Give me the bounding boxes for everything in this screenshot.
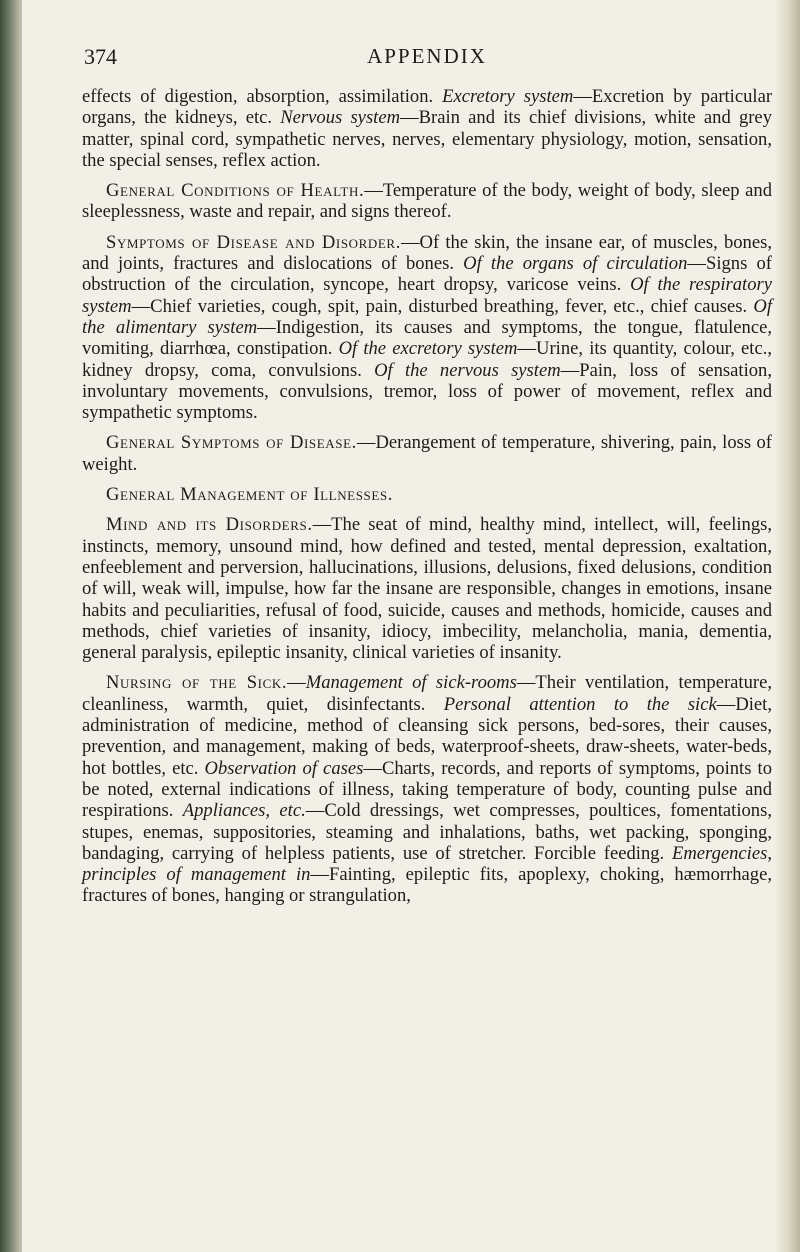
- italic-subheading: Of the excretory system: [338, 338, 518, 360]
- italic-subheading: Personal attention to the sick: [443, 693, 717, 715]
- italic-subheading: Of the organs of circulation: [463, 253, 688, 275]
- body-text: —Chief varieties, cough, spit, pain, disturbed breathing, fever, etc., chief causes.: [131, 295, 754, 317]
- body-text: —Charts, records, and reports of symptoms, points to be noted, external indications of illness, taking temperature of body, counting pulse and respirations.: [82, 757, 772, 822]
- body-text: —The seat of mind, healthy mind, intellect, will, feelings, instincts, memory, unsound mind, how defined and tested, mental depression, exaltation, enfeeblement and perversion, hallucinations, illusions, delusions, fixed delusions, condition of will, weak will, impulse, how far the insane are responsible, changes in emotions, insane habits and peculiarities, refusal of food, suicide, causes and methods, homicide, causes and methods, chief varieties of insanity, idiocy, imbecility, melancholia, mania, dementia, general paralysis, epileptic insanity, clinical varieties of insanity.: [82, 514, 772, 664]
- body-text: —Pain, loss of sensation, involuntary movements, convulsions, tremor, loss of power of movement, reflex and sympathetic symptoms.: [82, 359, 772, 424]
- paragraph-general-management: [82, 484, 772, 505]
- italic-subheading: Excretory system: [442, 86, 574, 107]
- body-text: —Their ventilation, temperature, cleanliness, warmth, quiet, disinfectants.: [82, 672, 772, 715]
- body-text: ,: [767, 842, 772, 864]
- body-text: —Of the skin, the insane ear, of muscles, bones, and joints, fractures and dislocations of bones.: [82, 231, 772, 275]
- page-body: [82, 86, 772, 907]
- paragraph-nursing: [82, 672, 772, 906]
- body-text: —Urine, its quantity, colour, etc., kidney dropsy, coma, convulsions.: [82, 338, 773, 381]
- body-text: —Cold dressings, wet compresses, poultices, fomentations, stupes, enemas, suppositories, steaming and inhalations, baths, wet packing, sponging, bandaging, carrying of helpless patients, use of stretcher. Forcible feeding.: [82, 800, 772, 864]
- italic-subheading: Management of sick-rooms: [305, 672, 517, 694]
- section-heading: General Conditions of Health.: [106, 180, 365, 202]
- paragraph-general-symptoms: [82, 432, 772, 475]
- running-head: APPENDIX: [367, 44, 487, 68]
- page-number: 374: [84, 44, 117, 69]
- italic-subheading: Observation of cases: [204, 757, 364, 779]
- body-text: —Excretion by particular organs, the kidneys, etc.: [82, 86, 773, 129]
- italic-subheading: Of the respiratory system: [82, 274, 772, 317]
- section-heading: Mind and its Disorders.: [106, 514, 313, 536]
- section-heading: Nursing of the Sick.: [106, 672, 288, 694]
- body-text: —Diet, administration of medicine, method of cleansing sick persons, bed-sores, their causes, prevention, and management, making of beds, waterproof-sheets, draw-sheets, water-beds, hot bottles, etc.: [82, 693, 772, 779]
- section-heading: General Management of Illnesses.: [106, 484, 393, 506]
- paragraph-symptoms-of-disease: [82, 232, 772, 424]
- body-text: —: [287, 672, 306, 694]
- body-text: —Fainting, epileptic fits, apoplexy, choking, hæmorrhage, fractures of bones, hanging or strangulation,: [82, 864, 772, 907]
- paragraph-general-conditions: [82, 180, 772, 223]
- page-edge-shadow: [774, 0, 800, 1252]
- body-text: —Derangement of temperature, shivering, pain, loss of weight.: [82, 432, 772, 475]
- italic-subheading: Emergencies: [672, 842, 768, 864]
- italic-subheading: Of the nervous system: [374, 359, 561, 381]
- body-text: —Brain and its chief divisions, white and grey matter, spinal cord, sympathetic nerves, nerves, elementary physiology, motion, sensation, the special senses, reflex action.: [82, 107, 772, 171]
- italic-subheading: principles of management in: [82, 864, 311, 886]
- paragraph-digestion: [82, 86, 772, 171]
- italic-subheading: Nervous system: [280, 107, 401, 129]
- body-text: —Indigestion, its causes and symptoms, the tongue, flatulence, vomiting, diarrhœa, constipation.: [82, 316, 772, 360]
- body-text: effects of digestion, absorption, assimilation.: [82, 86, 443, 107]
- section-heading: Symptoms of Disease and Disorder.: [106, 231, 401, 253]
- italic-subheading: Of the alimentary system: [82, 295, 772, 338]
- body-text: —Signs of obstruction of the circulation, syncope, heart dropsy, varicose veins.: [82, 253, 772, 296]
- body-text: —Temperature of the body, weight of body, sleep and sleeplessness, waste and repair, and signs thereof.: [82, 180, 772, 223]
- book-spine-shadow: [0, 0, 22, 1252]
- section-heading: General Symptoms of Disease.: [106, 432, 357, 454]
- italic-subheading: Appliances, etc.: [182, 800, 306, 822]
- paragraph-mind: [82, 514, 772, 663]
